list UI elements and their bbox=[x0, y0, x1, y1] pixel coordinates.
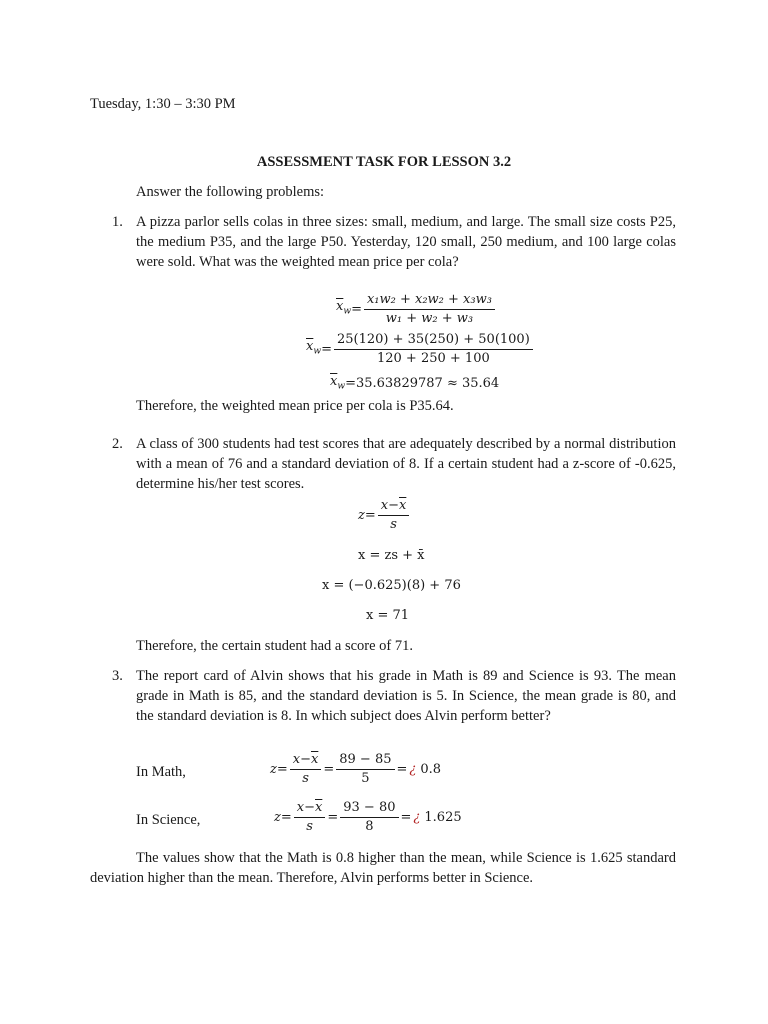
problem-3-number: 3. bbox=[112, 668, 123, 684]
formula-denominator: w₁ + w₂ + w₃ bbox=[385, 311, 474, 326]
science-z-equation: z = $\frac{x-\overline{x}}{s}$ = $\frac{93 - 80}{8}$ = ¿ 1.625 bbox=[274, 800, 462, 834]
solve-x-formula: x = zs + x̄ bbox=[358, 548, 425, 563]
z-score-formula: z = $\frac{x-\overline{x}}{s}$ bbox=[358, 498, 411, 533]
math-z-value: 0.8 bbox=[420, 761, 442, 777]
formula-numerator: x₁w₂ + x₂w₂ + x₃w₃ bbox=[364, 292, 495, 310]
science-label: In Science, bbox=[136, 812, 201, 828]
problem-3-text: The report card of Alvin shows that his grade in Math is 89 and Science is 93. The mean grade in Math is 85, and the standard deviation is 5. In Science, the mean grade is 80, and the standard deviation is 8. In which subject does Alvin perform better? bbox=[136, 668, 676, 724]
problem-1-text: A pizza parlor sells colas in three sizes: small, medium, and large. The small size costs P25, the medium P35, and the large P50. Yesterday, 120 small, 250 medium, and 100 large colas were sold. What was the weighted mean price per cola? bbox=[136, 214, 676, 270]
science-z-value: 1.625 bbox=[424, 809, 462, 825]
math-z-equation: z = $\frac{x-\overline{x}}{s}$ = $\frac{89 - 85}{5}$ = ¿ 0.8 bbox=[270, 752, 442, 786]
instructions: Answer the following problems: bbox=[136, 184, 325, 200]
weighted-mean-result: $\overline{x}_w$ = 35.63829787 ≈ 35.64 bbox=[330, 372, 499, 397]
problem-2-number: 2. bbox=[112, 436, 123, 452]
substitution-denominator: 120 + 250 + 100 bbox=[376, 351, 490, 366]
science-denominator: 8 bbox=[365, 819, 374, 834]
problem-1-number: 1. bbox=[112, 214, 123, 230]
problem-3-conclusion: The values show that the Math is 0.8 higher than the mean, while Science is 1.625 standard deviation higher than the mean. Therefore, Alvin performs better in Science. bbox=[90, 850, 676, 886]
solve-x-substitution: x = (−0.625)(8) + 76 bbox=[322, 578, 461, 593]
weighted-mean-substitution: $\overline{x}_w$ = $\frac{25(120) + 35(250) + 50(100)}{120 + 250 + 100}$ bbox=[306, 332, 535, 367]
science-numerator: 93 − 80 bbox=[340, 800, 398, 818]
math-numerator: 89 − 85 bbox=[336, 752, 394, 770]
page-title: ASSESSMENT TASK FOR LESSON 3.2 bbox=[256, 154, 512, 170]
math-denominator: 5 bbox=[361, 771, 370, 786]
math-label: In Math, bbox=[136, 764, 186, 780]
substitution-numerator: 25(120) + 35(250) + 50(100) bbox=[334, 332, 533, 350]
weighted-mean-value: 35.63829787 ≈ 35.64 bbox=[355, 376, 500, 392]
weighted-mean-formula: $\overline{x}_w$ = $\frac{\text{x₁w₂ + x₂w₂ + x₃w₃}}{\text{w₁ + w₂ + w₃}}$ bbox=[336, 292, 497, 327]
date-line: Tuesday, 1:30 – 3:30 PM bbox=[90, 96, 236, 112]
problem-2-text: A class of 300 students had test scores that are adequately described by a normal distribution with a mean of 76 and a standard deviation of 8. If a certain student had a z-score of -0.625, determine his/her test scores. bbox=[136, 436, 676, 492]
problem-2-conclusion: Therefore, the certain student had a score of 71. bbox=[136, 638, 413, 654]
solve-x-result: x = 71 bbox=[366, 608, 410, 623]
problem-1-conclusion: Therefore, the weighted mean price per cola is P35.64. bbox=[136, 398, 454, 414]
